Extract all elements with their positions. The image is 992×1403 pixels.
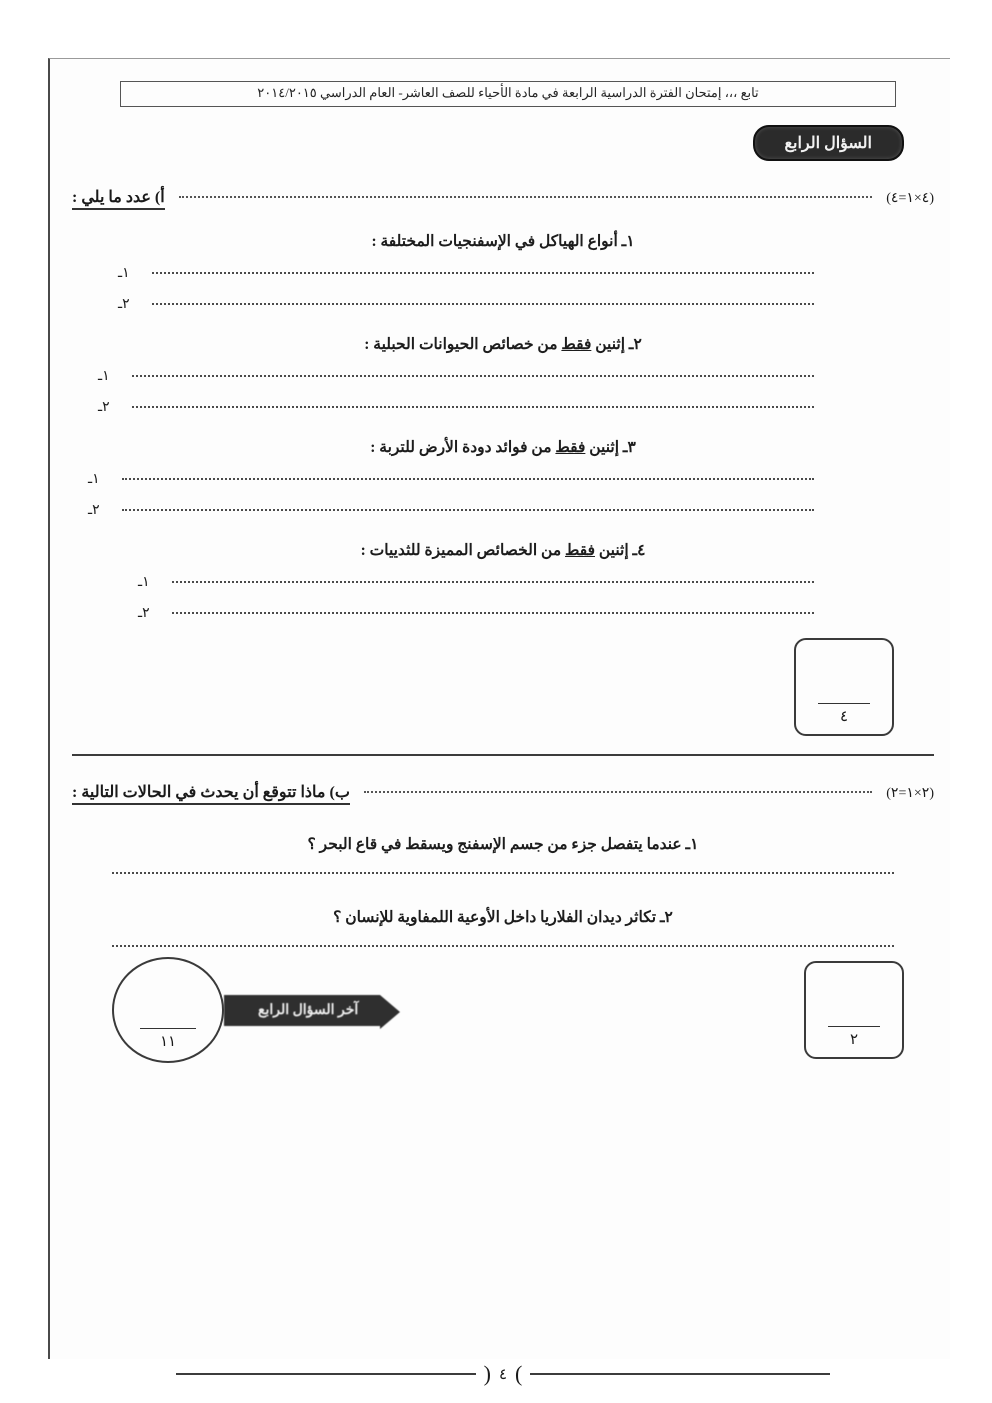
question-text-after: من الخصائص المميزة للثدييات : xyxy=(360,542,566,560)
question-text-underlined: فقط xyxy=(565,542,595,560)
total-score-denominator: ١١ xyxy=(159,1034,177,1051)
part-a-label: أ) عدد ما يلي : xyxy=(72,187,165,210)
question-stamp-wrap xyxy=(72,125,934,161)
answer-line[interactable] xyxy=(112,265,814,282)
question-text-after: من فوائد دودة الأرض للتربة : xyxy=(370,439,556,457)
answer-index: ٢ـ xyxy=(138,606,150,622)
answer-index: ١ـ xyxy=(138,575,150,591)
part-a-score-box[interactable] xyxy=(794,638,894,736)
page-number-footer xyxy=(72,1361,934,1387)
question-text-before: ٢ـ إثنين xyxy=(591,336,642,354)
part-b-dotted-rule xyxy=(364,791,872,793)
part-b-score-denominator: ٢ xyxy=(849,1032,859,1049)
part-b-question-1: ١ـ عندما يتفصل جزء من جسم الإسفنج ويسقط في قاع البحر ؟ xyxy=(307,836,699,854)
exam-page-sheet xyxy=(48,58,950,1386)
answer-line[interactable] xyxy=(92,368,814,385)
part-b-score-box[interactable] xyxy=(804,961,904,1059)
answer-index: ١ـ xyxy=(118,266,130,282)
part-a-question-1: ١ـ أنواع الهياكل في الإسفنجيات المختلفة : xyxy=(371,233,635,251)
score-fraction-line xyxy=(140,1028,196,1029)
question-text-underlined: فقط xyxy=(561,336,592,354)
brace-close: ( xyxy=(483,1361,491,1386)
question-text-after: من خصائص الحيوانات الحبلية : xyxy=(364,336,562,354)
part-b-answer-rule[interactable] xyxy=(112,945,894,947)
total-score-circle[interactable] xyxy=(112,957,224,1063)
footer-row xyxy=(72,957,934,1063)
part-a-score-denominator: ٤ xyxy=(839,709,849,726)
total-and-banner xyxy=(112,957,394,1063)
answer-rule[interactable] xyxy=(132,406,814,408)
part-b-answer-rule[interactable] xyxy=(112,872,894,874)
answer-rule[interactable] xyxy=(152,272,814,274)
part-a-heading xyxy=(72,187,934,210)
question-text-before: ٤ـ إثنين xyxy=(594,542,646,560)
score-fraction-line xyxy=(818,703,870,704)
footer-rule-left xyxy=(530,1373,830,1375)
answer-line[interactable] xyxy=(82,502,814,519)
end-of-question-banner: آخر السؤال الرابع xyxy=(224,995,380,1026)
section-divider xyxy=(72,754,934,756)
answer-line[interactable] xyxy=(112,296,814,313)
score-fraction-line xyxy=(828,1026,880,1027)
brace-open: ) xyxy=(515,1361,523,1386)
answer-index: ٢ـ xyxy=(88,503,100,519)
page-content xyxy=(72,73,934,1386)
part-a-question-4 xyxy=(72,541,934,560)
answer-line[interactable] xyxy=(92,399,814,416)
answer-index: ٢ـ xyxy=(98,400,110,416)
answer-rule[interactable] xyxy=(132,375,814,377)
part-b-marks: (٢×١=٢) xyxy=(886,786,934,802)
question-text-underlined: فقط xyxy=(555,439,586,457)
part-b-question-2: ٢ـ تكاثر ديدان الفلاريا داخل الأوعية اللمفاوية للإنسان ؟ xyxy=(333,909,673,927)
part-a-question-2 xyxy=(72,335,934,354)
part-a-score-row xyxy=(72,638,934,736)
question-number-stamp: السؤال الرابع xyxy=(753,125,905,161)
question-text-before: ٣ـ إثنين xyxy=(585,439,636,457)
answer-rule[interactable] xyxy=(172,612,814,614)
part-b-heading xyxy=(72,782,934,805)
answer-line[interactable] xyxy=(132,574,814,591)
exam-header-banner: تابع ،،، إمتحان الفترة الدراسية الرابعة في مادة الأحياء للصف العاشر- العام الدراسي ٢٠١٤/٢٠١٥ xyxy=(120,81,896,107)
part-b-label: ب) ماذا تتوقع أن يحدث في الحالات التالية : xyxy=(72,782,350,805)
answer-line[interactable] xyxy=(132,605,814,622)
page-number: ٤ xyxy=(498,1366,508,1383)
answer-index: ١ـ xyxy=(88,472,100,488)
answer-line[interactable] xyxy=(82,471,814,488)
part-a-marks: (٤×١=٤) xyxy=(886,191,934,207)
answer-rule[interactable] xyxy=(172,581,814,583)
answer-index: ٢ـ xyxy=(118,297,130,313)
answer-rule[interactable] xyxy=(122,478,814,480)
answer-rule[interactable] xyxy=(152,303,814,305)
answer-rule[interactable] xyxy=(122,509,814,511)
footer-rule-right xyxy=(176,1373,476,1375)
part-a-question-3 xyxy=(72,438,934,457)
answer-index: ١ـ xyxy=(98,369,110,385)
part-a-dotted-rule xyxy=(179,196,873,198)
